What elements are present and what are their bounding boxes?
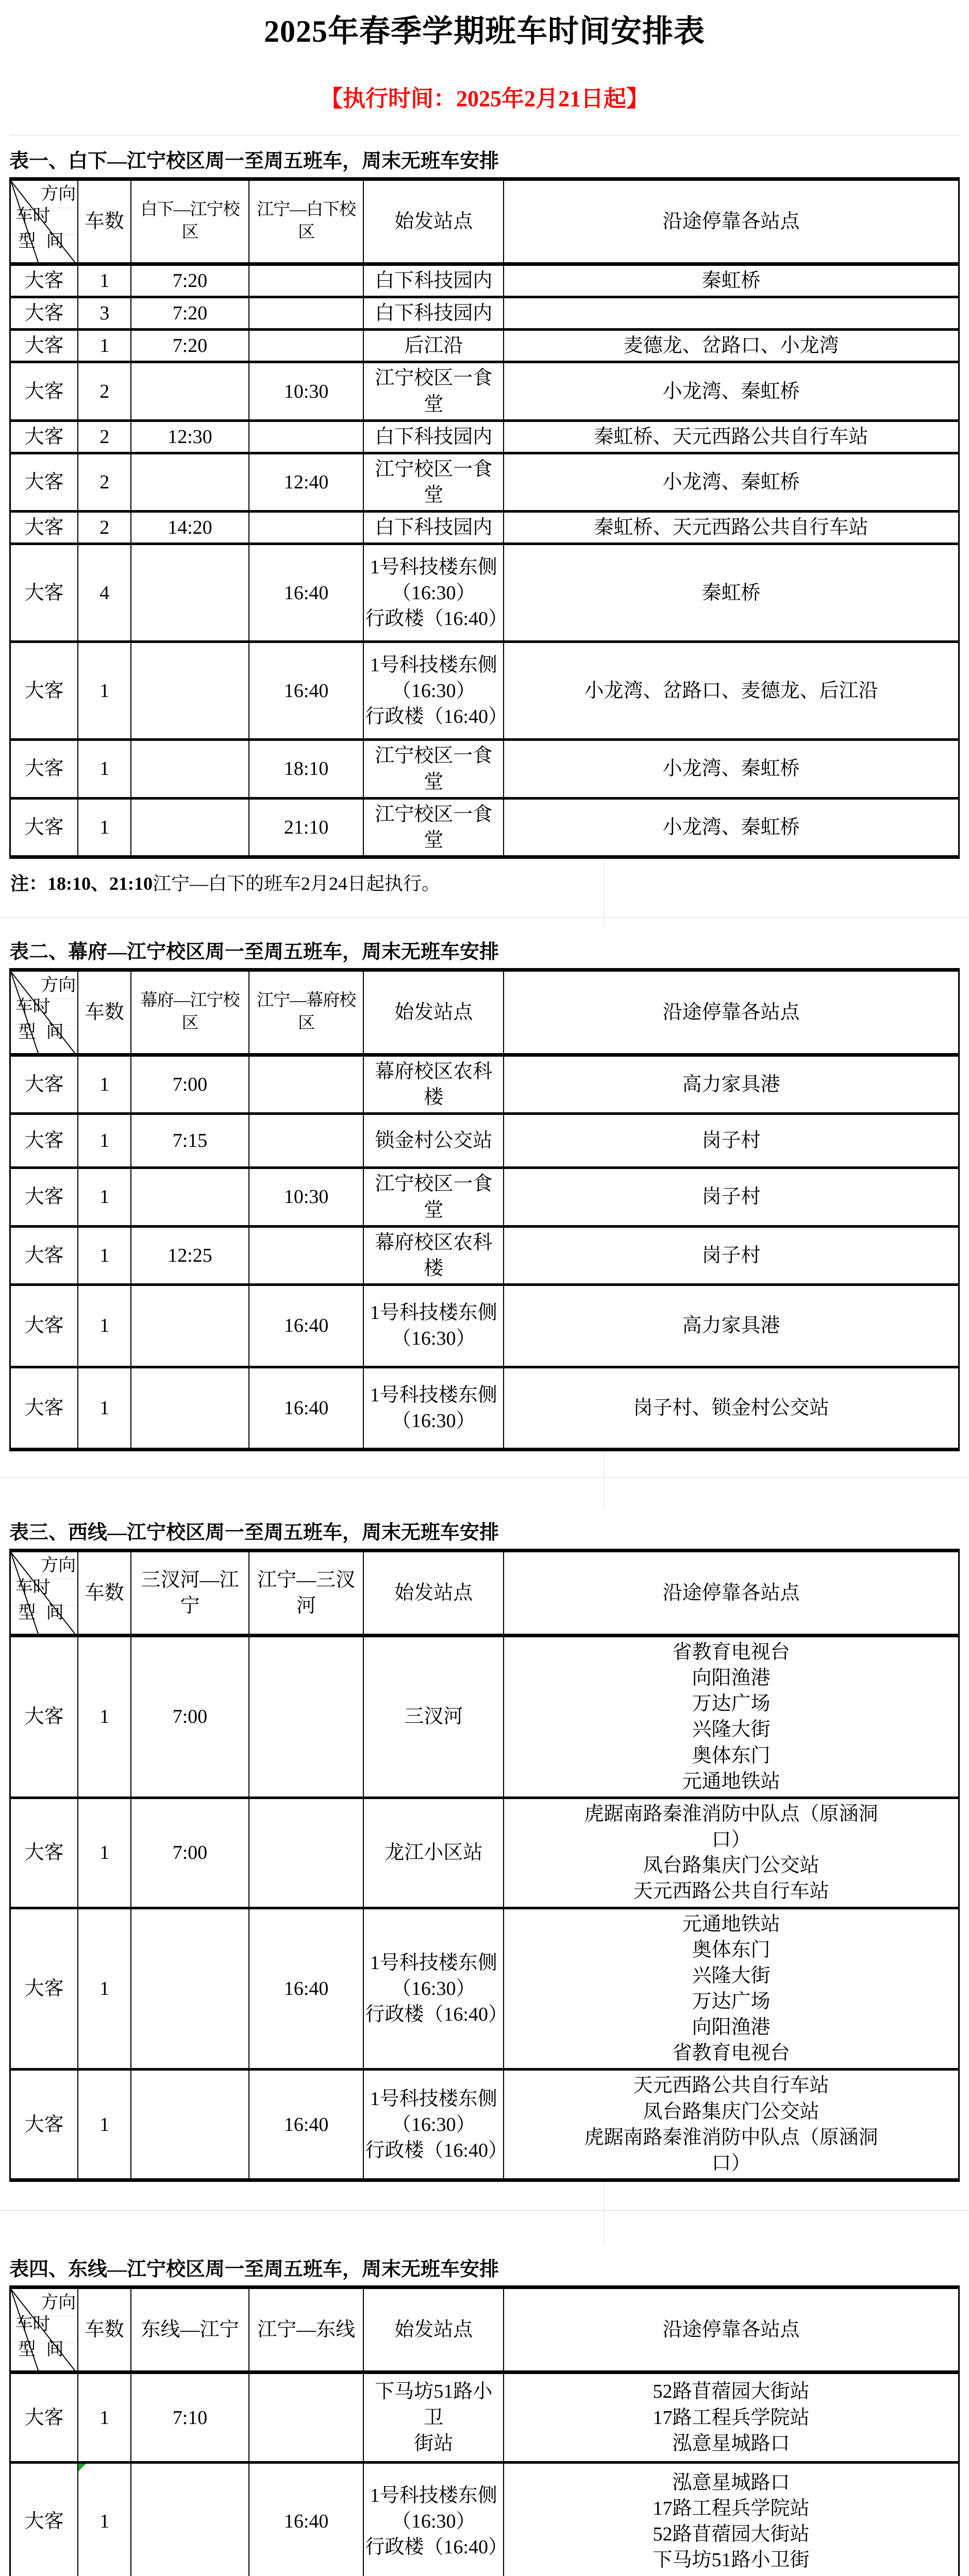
sheet-gap — [9, 2182, 960, 2244]
cell-depart-outbound: 7:00 — [131, 1055, 249, 1114]
cell-vehicle-type: 大客 — [10, 1635, 78, 1798]
cell-vehicle-type: 大客 — [10, 1284, 78, 1367]
corner-header-cell — [10, 970, 78, 1055]
schedule-row — [10, 2070, 959, 2180]
col-header-bus-count: 车数 — [78, 1550, 131, 1635]
corner-label-vehicle-1: 车 — [15, 997, 34, 1017]
cell-origin-station: 江宁校区一食堂 — [363, 1168, 504, 1226]
schedule-row — [10, 297, 959, 330]
corner-label-time-2: 间 — [46, 1023, 64, 1042]
cell-bus-count: 1 — [78, 2463, 131, 2576]
cell-bus-count: 1 — [78, 642, 131, 740]
corner-label-time-1: 时 — [32, 1578, 51, 1598]
header-row — [10, 179, 959, 264]
timetable-section-1 — [9, 135, 960, 909]
cell-bus-count: 1 — [78, 1367, 131, 1449]
cell-depart-return: 10:30 — [249, 362, 364, 420]
timetable-west-line — [9, 1549, 960, 2182]
schedule-row — [10, 2372, 959, 2463]
cell-stops-along-route: 小龙湾、秦虹桥 — [504, 362, 959, 420]
cell-bus-count: 2 — [78, 420, 131, 453]
effective-date-subtitle: 【执行时间：2025年2月21日起】 — [9, 58, 960, 135]
schedule-row — [10, 512, 959, 544]
col-header-bus-count: 车数 — [78, 179, 131, 264]
cell-depart-outbound: 7:20 — [131, 297, 249, 330]
cell-vehicle-type: 大客 — [10, 1226, 78, 1284]
cell-stops-along-route: 52路苜蓿园大街站 17路工程兵学院站 泓意星城路口 — [504, 2372, 959, 2463]
header-row — [10, 1550, 959, 1635]
cell-vehicle-type: 大客 — [10, 297, 78, 330]
cell-origin-station: 1号科技楼东侧 （16:30） 行政楼（16:40） — [363, 2463, 504, 2576]
cell-vehicle-type: 大客 — [10, 1367, 78, 1449]
cell-origin-station: 白下科技园内 — [363, 420, 504, 453]
cell-stops-along-route: 虎踞南路秦淮消防中队点（原涵洞 口） 凤台路集庆门公交站 天元西路公共自行车站 — [504, 1798, 959, 1908]
col-header-origin: 始发站点 — [363, 179, 504, 264]
cell-bus-count: 1 — [78, 1284, 131, 1367]
cell-depart-return: 16:40 — [249, 2070, 364, 2180]
cell-stops-along-route: 岗子村 — [504, 1226, 959, 1284]
cell-depart-outbound — [131, 2070, 249, 2180]
col-header-bus-count: 车数 — [78, 2287, 131, 2372]
schedule-row — [10, 1055, 959, 1114]
corner-label-vehicle-1: 车 — [15, 2315, 34, 2334]
cell-origin-station: 江宁校区一食堂 — [363, 798, 504, 857]
cell-depart-return — [249, 512, 364, 544]
schedule-row — [10, 544, 959, 642]
corner-label-time-2: 间 — [46, 232, 64, 251]
cell-origin-station: 1号科技楼东侧 （16:30） 行政楼（16:40） — [363, 642, 504, 740]
cell-depart-outbound — [131, 1284, 249, 1367]
col-header-bus-count: 车数 — [78, 970, 131, 1055]
cell-depart-return — [249, 297, 364, 330]
cell-stops-along-route: 小龙湾、秦虹桥 — [504, 453, 959, 511]
cell-stops-along-route: 秦虹桥 — [504, 544, 959, 642]
cell-depart-return: 10:30 — [249, 1168, 364, 1226]
cell-depart-return: 16:40 — [249, 2463, 364, 2576]
schedule-row — [10, 1226, 959, 1284]
cell-depart-outbound: 12:25 — [131, 1226, 249, 1284]
schedule-row — [10, 642, 959, 740]
col-header-return: 江宁—幕府校区 — [249, 970, 364, 1055]
schedule-row — [10, 420, 959, 453]
col-header-stops: 沿途停靠各站点 — [504, 179, 959, 264]
schedule-row — [10, 1168, 959, 1226]
cell-depart-return: 16:40 — [249, 1284, 364, 1367]
cell-depart-outbound — [131, 1908, 249, 2070]
cell-bus-count: 1 — [78, 330, 131, 362]
cell-bus-count: 1 — [78, 1226, 131, 1284]
cell-stops-along-route: 小龙湾、岔路口、麦德龙、后江沿 — [504, 642, 959, 740]
cell-depart-return — [249, 264, 364, 297]
cell-depart-outbound — [131, 453, 249, 511]
cell-bus-count: 2 — [78, 362, 131, 420]
cell-depart-outbound: 7:20 — [131, 330, 249, 362]
col-header-outbound: 东线—江宁 — [131, 2287, 249, 2372]
timetable-east-line — [9, 2285, 960, 2576]
cell-origin-station: 江宁校区一食堂 — [363, 453, 504, 511]
cell-origin-station: 江宁校区一食堂 — [363, 740, 504, 798]
cell-depart-outbound — [131, 642, 249, 740]
cell-stops-along-route: 秦虹桥、天元西路公共自行车站 — [504, 420, 959, 453]
cell-vehicle-type: 大客 — [10, 1114, 78, 1168]
cell-stops-along-route — [504, 297, 959, 330]
schedule-row — [10, 1284, 959, 1367]
cell-depart-return: 16:40 — [249, 544, 364, 642]
schedule-row — [10, 798, 959, 857]
cell-stops-along-route: 小龙湾、秦虹桥 — [504, 798, 959, 857]
schedule-row — [10, 264, 959, 297]
cell-depart-outbound: 7:20 — [131, 264, 249, 297]
schedule-row — [10, 453, 959, 511]
cell-vehicle-type: 大客 — [10, 2372, 78, 2463]
timetable-section-2 — [9, 926, 960, 1451]
col-header-stops: 沿途停靠各站点 — [504, 2287, 959, 2372]
cell-vehicle-type: 大客 — [10, 740, 78, 798]
timetable-section-4 — [9, 2244, 960, 2576]
cell-origin-station: 1号科技楼东侧 （16:30） 行政楼（16:40） — [363, 1908, 504, 2070]
corner-label-time-1: 时 — [32, 2315, 51, 2334]
corner-label-vehicle-2: 型 — [18, 232, 36, 251]
corner-header-cell — [10, 2287, 78, 2372]
cell-origin-station: 龙江小区站 — [363, 1798, 504, 1908]
cell-vehicle-type: 大客 — [10, 330, 78, 362]
corner-header-cell — [10, 1550, 78, 1635]
cell-vehicle-type: 大客 — [10, 512, 78, 544]
col-header-origin: 始发站点 — [363, 970, 504, 1055]
cell-depart-outbound: 7:00 — [131, 1798, 249, 1908]
cell-stops-along-route: 天元西路公共自行车站 凤台路集庆门公交站 虎踞南路秦淮消防中队点（原涵洞 口） — [504, 2070, 959, 2180]
cell-bus-count: 1 — [78, 1114, 131, 1168]
cell-depart-outbound: 14:20 — [131, 512, 249, 544]
sheet-gap — [9, 1451, 960, 1507]
cell-bus-count: 1 — [78, 2372, 131, 2463]
col-header-stops: 沿途停靠各站点 — [504, 1550, 959, 1635]
corner-label-time-2: 间 — [46, 2340, 64, 2360]
header-row — [10, 2287, 959, 2372]
cell-depart-return — [249, 1114, 364, 1168]
cell-origin-station: 1号科技楼东侧 （16:30） 行政楼（16:40） — [363, 544, 504, 642]
col-header-origin: 始发站点 — [363, 2287, 504, 2372]
corner-label-direction: 方向 — [41, 184, 76, 204]
cell-depart-outbound — [131, 362, 249, 420]
cell-depart-return: 16:40 — [249, 1367, 364, 1449]
corner-label-direction: 方向 — [41, 2293, 76, 2312]
cell-bus-count: 1 — [78, 1798, 131, 1908]
table-caption: 表四、东线—江宁校区周一至周五班车，周末无班车安排 — [9, 2259, 499, 2281]
cell-depart-outbound — [131, 798, 249, 857]
corner-label-direction: 方向 — [41, 1556, 76, 1575]
schedule-row — [10, 1635, 959, 1798]
cell-origin-station: 白下科技园内 — [363, 264, 504, 297]
col-header-origin: 始发站点 — [363, 1550, 504, 1635]
cell-vehicle-type: 大客 — [10, 362, 78, 420]
table-note — [9, 859, 960, 909]
cell-origin-station: 白下科技园内 — [363, 512, 504, 544]
cell-bus-count: 1 — [78, 2070, 131, 2180]
cell-stops-along-route: 秦虹桥 — [504, 264, 959, 297]
schedule-row — [10, 1908, 959, 2070]
note-text: 江宁—白下的班车2月24日起执行。 — [152, 873, 440, 894]
cell-bus-count: 1 — [78, 798, 131, 857]
cell-vehicle-type: 大客 — [10, 2463, 78, 2576]
cell-depart-return: 21:10 — [249, 798, 364, 857]
cell-depart-return — [249, 330, 364, 362]
cell-bus-count: 2 — [78, 512, 131, 544]
cell-depart-outbound: 7:10 — [131, 2372, 249, 2463]
cell-depart-outbound — [131, 2463, 249, 2576]
cell-depart-return: 12:40 — [249, 453, 364, 511]
cell-depart-return — [249, 420, 364, 453]
cell-stops-along-route: 省教育电视台 向阳渔港 万达广场 兴隆大街 奥体东门 元通地铁站 — [504, 1635, 959, 1798]
cell-origin-station: 锁金村公交站 — [363, 1114, 504, 1168]
cell-bus-count: 2 — [78, 453, 131, 511]
cell-depart-return: 16:40 — [249, 1908, 364, 2070]
cell-stops-along-route: 麦德龙、岔路口、小龙湾 — [504, 330, 959, 362]
cell-vehicle-type: 大客 — [10, 642, 78, 740]
cell-stops-along-route: 岗子村 — [504, 1168, 959, 1226]
table-caption: 表二、幕府—江宁校区周一至周五班车，周末无班车安排 — [9, 941, 499, 963]
cell-vehicle-type: 大客 — [10, 1168, 78, 1226]
cell-bus-count: 1 — [78, 1168, 131, 1226]
schedule-row — [10, 1114, 959, 1168]
cell-origin-station: 1号科技楼东侧 （16:30） — [363, 1284, 504, 1367]
cell-vehicle-type: 大客 — [10, 264, 78, 297]
cell-depart-outbound — [131, 544, 249, 642]
timetable-baixia-jiangning — [9, 177, 960, 859]
cell-origin-station: 后江沿 — [363, 330, 504, 362]
cell-bus-count: 1 — [78, 1908, 131, 2070]
col-header-outbound: 三汊河—江宁 — [131, 1550, 249, 1635]
cell-vehicle-type: 大客 — [10, 1798, 78, 1908]
cell-bus-count: 4 — [78, 544, 131, 642]
cell-bus-count: 1 — [78, 1055, 131, 1114]
col-header-outbound: 幕府—江宁校区 — [131, 970, 249, 1055]
cell-depart-return — [249, 1798, 364, 1908]
cell-depart-outbound — [131, 1168, 249, 1226]
cell-stops-along-route: 岗子村 — [504, 1114, 959, 1168]
cell-depart-return — [249, 1226, 364, 1284]
header-row — [10, 970, 959, 1055]
cell-vehicle-type: 大客 — [10, 1908, 78, 2070]
timetable-section-3 — [9, 1507, 960, 2182]
corner-label-vehicle-1: 车 — [15, 207, 34, 226]
cell-depart-outbound: 7:00 — [131, 1635, 249, 1798]
corner-label-time-2: 间 — [46, 1603, 64, 1623]
corner-label-time-1: 时 — [32, 997, 51, 1017]
corner-label-vehicle-2: 型 — [18, 2340, 36, 2360]
corner-label-direction: 方向 — [41, 975, 76, 995]
cell-depart-return — [249, 2372, 364, 2463]
cell-origin-station: 下马坊51路小卫 街站 — [363, 2372, 504, 2463]
cell-vehicle-type: 大客 — [10, 453, 78, 511]
cell-stops-along-route: 小龙湾、秦虹桥 — [504, 740, 959, 798]
timetable-mufu-jiangning — [9, 968, 960, 1451]
corner-label-vehicle-2: 型 — [18, 1023, 36, 1042]
schedule-row — [10, 362, 959, 420]
col-header-return: 江宁—东线 — [249, 2287, 364, 2372]
excel-error-indicator-icon — [78, 2464, 86, 2471]
cell-depart-return — [249, 1635, 364, 1798]
corner-label-vehicle-1: 车 — [15, 1578, 34, 1598]
cell-vehicle-type: 大客 — [10, 420, 78, 453]
sheet-gap — [9, 909, 960, 926]
schedule-row — [10, 740, 959, 798]
cell-vehicle-type: 大客 — [10, 798, 78, 857]
schedule-row — [10, 330, 959, 362]
col-header-return: 江宁—白下校区 — [249, 179, 364, 264]
cell-depart-return: 16:40 — [249, 642, 364, 740]
cell-stops-along-route: 秦虹桥、天元西路公共自行车站 — [504, 512, 959, 544]
cell-vehicle-type: 大客 — [10, 544, 78, 642]
cell-origin-station: 江宁校区一食堂 — [363, 362, 504, 420]
cell-origin-station: 三汊河 — [363, 1635, 504, 1798]
cell-origin-station: 1号科技楼东侧 （16:30） — [363, 1367, 504, 1449]
cell-origin-station: 幕府校区农科楼 — [363, 1055, 504, 1114]
cell-stops-along-route: 元通地铁站 奥体东门 兴隆大街 万达广场 向阳渔港 省教育电视台 — [504, 1908, 959, 2070]
cell-origin-station: 1号科技楼东侧 （16:30） 行政楼（16:40） — [363, 2070, 504, 2180]
schedule-row — [10, 2463, 959, 2576]
col-header-outbound: 白下—江宁校区 — [131, 179, 249, 264]
cell-depart-outbound: 12:30 — [131, 420, 249, 453]
corner-label-vehicle-2: 型 — [18, 1603, 36, 1623]
cell-origin-station: 幕府校区农科楼 — [363, 1226, 504, 1284]
col-header-stops: 沿途停靠各站点 — [504, 970, 959, 1055]
cell-origin-station: 白下科技园内 — [363, 297, 504, 330]
cell-depart-return: 18:10 — [249, 740, 364, 798]
cell-vehicle-type: 大客 — [10, 1055, 78, 1114]
table-caption: 表三、西线—江宁校区周一至周五班车，周末无班车安排 — [9, 1521, 499, 1544]
table-caption: 表一、白下—江宁校区周一至周五班车，周末无班车安排 — [9, 150, 499, 172]
cell-depart-outbound: 7:15 — [131, 1114, 249, 1168]
schedule-row — [10, 1367, 959, 1449]
cell-stops-along-route: 高力家具港 — [504, 1284, 959, 1367]
cell-depart-outbound — [131, 1367, 249, 1449]
cell-stops-along-route: 岗子村、锁金村公交站 — [504, 1367, 959, 1449]
note-bold-text: 注：18:10、21:10 — [10, 873, 153, 894]
cell-bus-count: 1 — [78, 264, 131, 297]
col-header-return: 江宁—三汊河 — [249, 1550, 364, 1635]
cell-depart-outbound — [131, 740, 249, 798]
cell-vehicle-type: 大客 — [10, 2070, 78, 2180]
corner-header-cell — [10, 179, 78, 264]
cell-stops-along-route: 泓意星城路口 17路工程兵学院站 52路苜蓿园大街站 下马坊51路小卫街 — [504, 2463, 959, 2576]
corner-label-time-1: 时 — [32, 207, 51, 226]
cell-bus-count: 3 — [78, 297, 131, 330]
page-title: 2025年春季学期班车时间安排表 — [264, 14, 705, 48]
cell-depart-return — [249, 1055, 364, 1114]
cell-bus-count: 1 — [78, 1635, 131, 1798]
cell-stops-along-route: 高力家具港 — [504, 1055, 959, 1114]
schedule-row — [10, 1798, 959, 1908]
cell-bus-count: 1 — [78, 740, 131, 798]
